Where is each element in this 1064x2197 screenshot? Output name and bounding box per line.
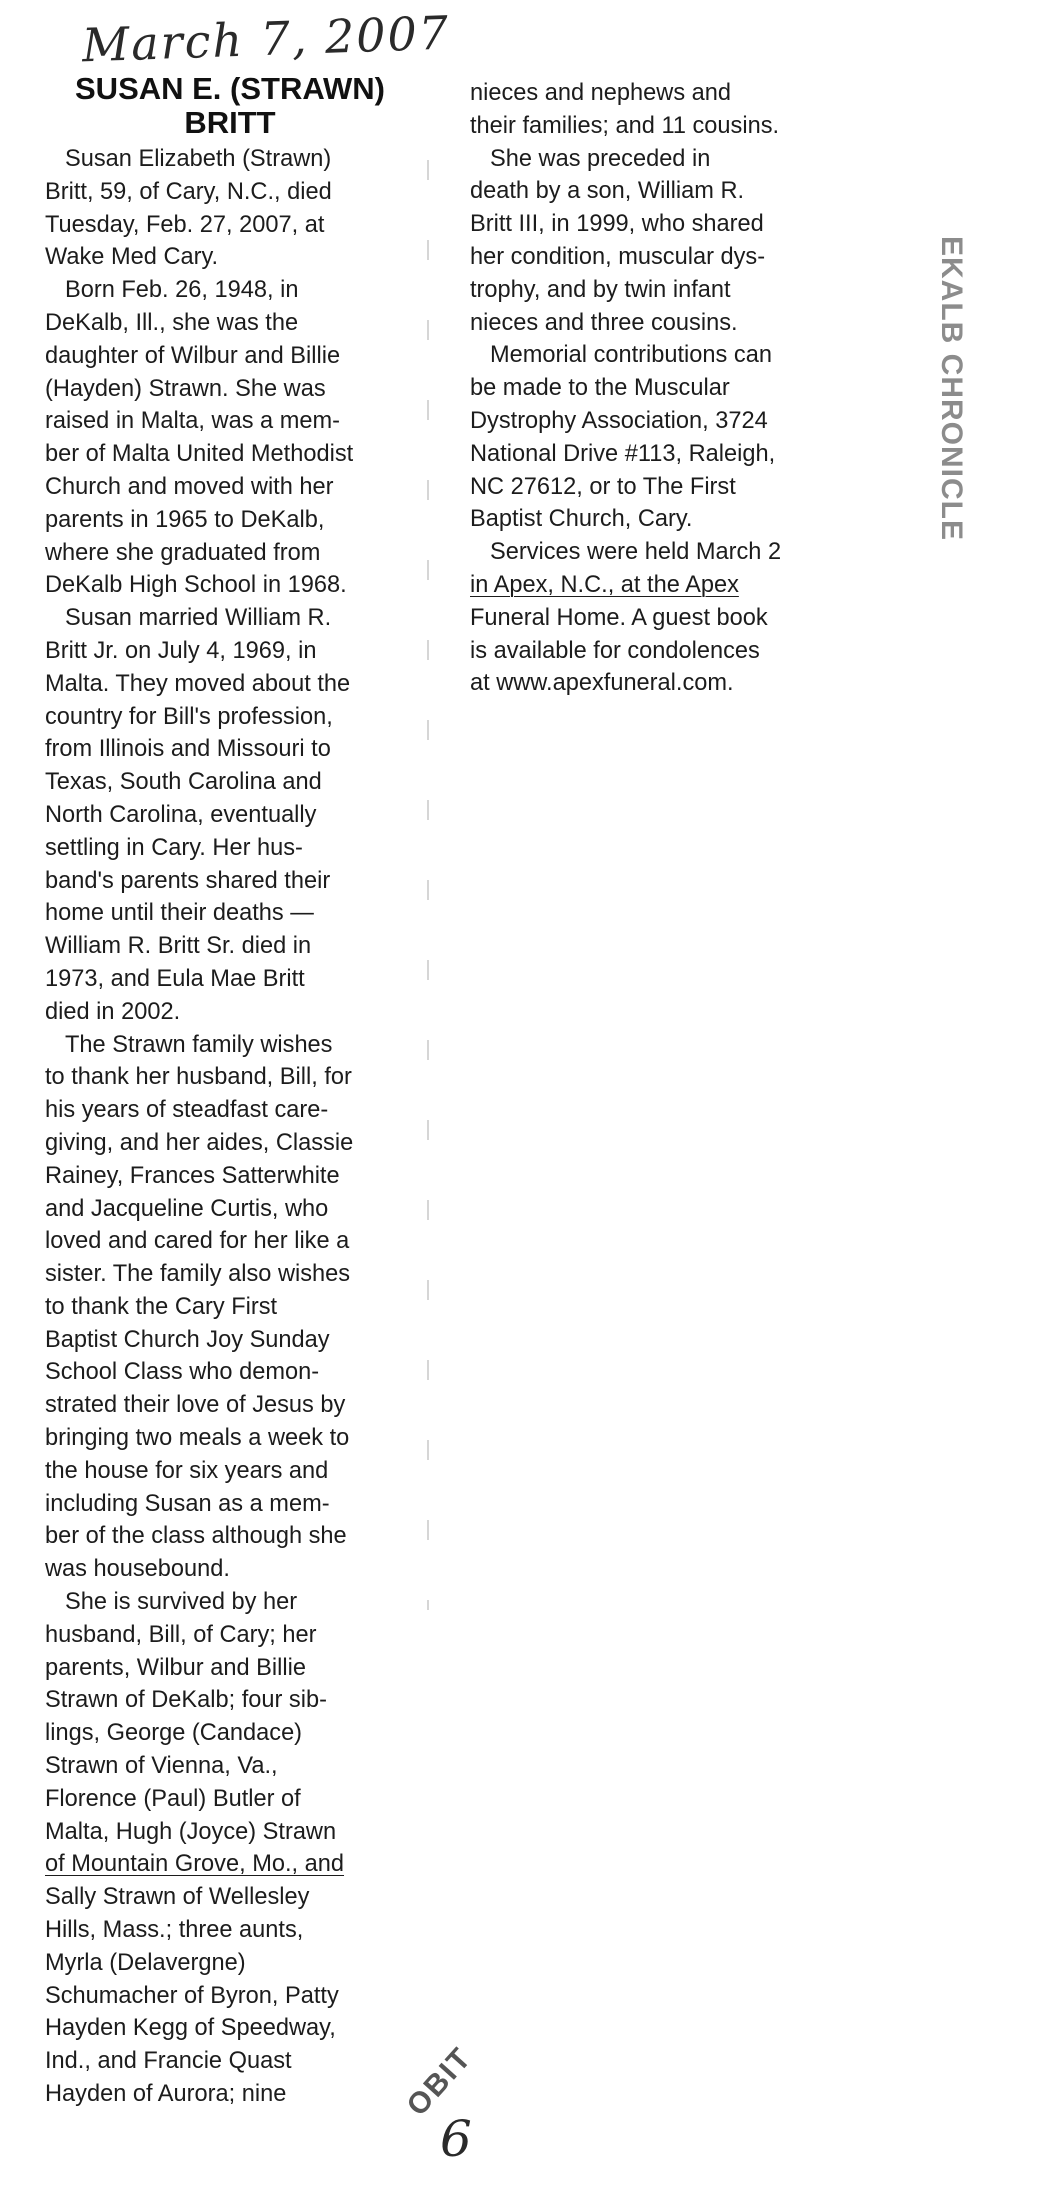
headline-line: SUSAN E. (STRAWN) (75, 71, 385, 106)
text-line: Texas, South Carolina and (45, 769, 322, 796)
text-line: Dystrophy Association, 3724 (470, 407, 768, 434)
text-line: lings, George (Candace) (45, 1720, 303, 1747)
text-line: daughter of Wilbur and Billie (45, 342, 341, 369)
text-line: Malta, Hugh (Joyce) Strawn (45, 1818, 337, 1845)
text-line: Memorial contributions can (490, 342, 772, 369)
text-line: Sally Strawn of Wellesley (45, 1884, 310, 1911)
text-line: ber of Malta United Methodist (45, 441, 354, 468)
text-line: nieces and nephews and (470, 80, 732, 106)
text-line: her condition, muscular dys- (470, 243, 766, 270)
text-line: ber of the class although she (45, 1523, 347, 1550)
text-line: parents in 1965 to DeKalb, (45, 506, 325, 533)
text-line: be made to the Muscular (470, 375, 730, 402)
text-line: and Jacqueline Curtis, who (45, 1195, 329, 1222)
text-line: Baptist Church, Cary. (470, 506, 693, 533)
text-line: loved and cared for her like a (45, 1228, 350, 1255)
text-line: William R. Britt Sr. died in (45, 933, 312, 960)
text-line: NC 27612, or to The First (470, 473, 736, 500)
text-line: Susan married William R. (65, 605, 332, 632)
text-line: sister. The family also wishes (45, 1261, 351, 1288)
text-line: DeKalb, Ill., she was the (45, 309, 299, 336)
text-line: including Susan as a mem- (45, 1490, 330, 1517)
text-line: strated their love of Jesus by (45, 1392, 346, 1419)
text-line: band's parents shared their (45, 867, 331, 894)
text-line: home until their deaths — (45, 900, 314, 927)
text-line: She was preceded in (490, 145, 711, 172)
text-line: from Illinois and Missouri to (45, 736, 331, 763)
text-line: died in 2002. (45, 998, 181, 1025)
text-line: to thank the Cary First (45, 1293, 278, 1320)
text-line: Baptist Church Joy Sunday (45, 1326, 330, 1353)
text-line: Wake Med Cary. (45, 244, 219, 271)
obituary-column-2 (470, 77, 870, 700)
text-line: raised in Malta, was a mem- (45, 408, 341, 435)
text-line: The Strawn family wishes (65, 1031, 333, 1058)
text-line: to thank her husband, Bill, for (45, 1064, 352, 1091)
text-line: DeKalb High School in 1968. (45, 572, 347, 599)
text-line: Susan Elizabeth (Strawn) (65, 146, 332, 172)
text-line: Hayden Kegg of Speedway, (45, 2015, 336, 2042)
text-line: was housebound. (45, 1556, 230, 1583)
text-line: is available for condolences (470, 637, 760, 664)
text-line: (Hayden) Strawn. She was (45, 375, 326, 402)
text-line: Myrla (Delavergne) (45, 1949, 246, 1976)
text-line: the house for six years and (45, 1457, 329, 1484)
text-line: Britt III, in 1999, who shared (470, 211, 764, 238)
text-line: Tuesday, Feb. 27, 2007, at (45, 211, 325, 238)
text-line: where she graduated from (45, 539, 321, 566)
text-line: settling in Cary. Her hus- (45, 834, 303, 861)
text-line: Funeral Home. A guest book (470, 604, 768, 631)
text-line: Ind., and Francie Quast (45, 2048, 292, 2075)
text-line: Britt Jr. on July 4, 1969, in (45, 637, 317, 664)
obit-number: 6 (440, 2110, 472, 2168)
text-line: Born Feb. 26, 1948, in (65, 277, 299, 304)
text-line: Florence (Paul) Butler of (45, 1785, 301, 1812)
text-line: Hayden of Aurora; nine (45, 2081, 287, 2108)
text-line: their families; and 11 cousins. (470, 112, 780, 139)
text-line: husband, Bill, of Cary; her (45, 1621, 317, 1648)
text-line: country for Bill's profession, (45, 703, 333, 730)
text-line: bringing two meals a week to (45, 1425, 350, 1452)
text-line: School Class who demon- (45, 1359, 320, 1386)
headline-line: BRITT (184, 105, 276, 140)
text-line: 1973, and Eula Mae Britt (45, 965, 305, 992)
text-line: Strawn of DeKalb; four sib- (45, 1687, 327, 1714)
text-line: Schumacher of Byron, Patty (45, 1982, 339, 2009)
obituary-column-1 (45, 143, 440, 2111)
text-line: of Mountain Grove, Mo., and (45, 1851, 345, 1878)
text-line: She is survived by her (65, 1589, 298, 1616)
text-line: death by a son, William R. (470, 178, 745, 205)
text-line: trophy, and by twin infant (470, 276, 731, 303)
newspaper-source-stamp: EKALB CHRONICLE (935, 236, 968, 541)
text-line: his years of steadfast care- (45, 1097, 329, 1124)
column-divider (427, 160, 429, 1610)
text-line: at www.apexfuneral.com. (470, 670, 734, 697)
text-line: Britt, 59, of Cary, N.C., died (45, 178, 332, 205)
text-line: Church and moved with her (45, 473, 334, 500)
text-line: nieces and three cousins. (470, 309, 738, 336)
text-line: National Drive #113, Raleigh, (470, 440, 776, 467)
obituary-headline (40, 72, 420, 140)
text-line: Strawn of Vienna, Va., (45, 1753, 278, 1780)
text-line: giving, and her aides, Classie (45, 1129, 354, 1156)
text-line: North Carolina, eventually (45, 801, 317, 828)
text-line: in Apex, N.C., at the Apex (470, 571, 739, 598)
handwritten-date: March 7, 2007 (81, 5, 451, 73)
obit-stamp: OBIT (400, 2041, 479, 2123)
text-line: Services were held March 2 (490, 539, 782, 566)
text-line: Malta. They moved about the (45, 670, 351, 697)
text-line: Hills, Mass.; three aunts, (45, 1917, 304, 1944)
text-line: parents, Wilbur and Billie (45, 1654, 306, 1681)
text-line: Rainey, Frances Satterwhite (45, 1162, 340, 1189)
